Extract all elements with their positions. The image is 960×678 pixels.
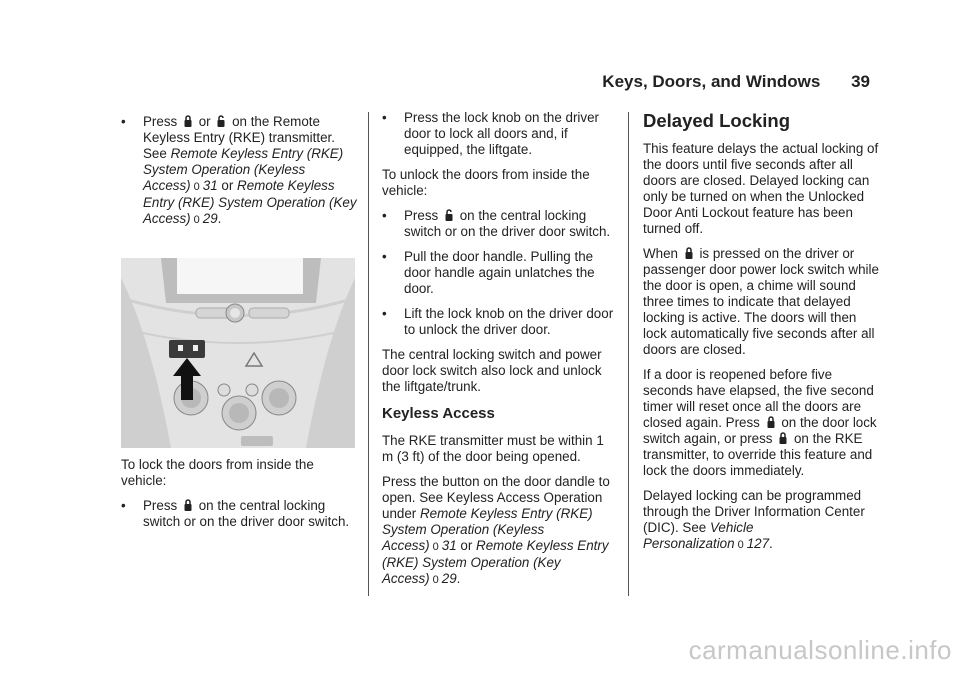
text: Press xyxy=(143,498,178,513)
text: Press xyxy=(404,208,439,223)
text: is pressed on the driver or passenger door power lock switch while the door is open, a chime will sound three times to indicate that delayed locking is active. The doors will then lock automatically five seconds after all doors are closed. xyxy=(643,246,879,357)
paragraph: To lock the doors from inside the vehicle: xyxy=(121,457,314,488)
cross-reference-link[interactable]: Remote Keyless Entry (RKE) System Operation (Keyless Access) xyxy=(382,506,593,553)
bullet-mark: • xyxy=(382,110,387,125)
figure-caption-block xyxy=(121,457,357,539)
text: Delayed locking can be programmed through the Driver Information Center (DIC). See xyxy=(643,488,865,535)
paragraph xyxy=(643,367,879,479)
bullet-mark: • xyxy=(382,249,387,264)
page-header xyxy=(602,72,870,92)
text: Lift the lock knob on the driver door to unlock the driver door. xyxy=(404,306,614,337)
lock-icon xyxy=(778,431,788,445)
lock-icon xyxy=(766,415,776,429)
bullet-item xyxy=(382,110,618,158)
lock-icon xyxy=(183,114,193,128)
bullet-mark: • xyxy=(121,498,126,513)
ref-arrow-icon: 0 xyxy=(432,574,439,586)
text: on the Remote Keyless Entry (RKE) transmitter. See xyxy=(143,114,335,161)
lock-icon xyxy=(684,246,694,260)
text: or xyxy=(198,114,211,129)
bullet-mark: • xyxy=(121,114,126,129)
text: on the central locking switch or on the driver door switch. xyxy=(404,208,611,239)
text: on the door lock switch again, or press xyxy=(643,415,877,446)
text: on the RKE transmitter, to override this feature and lock the doors immediately. xyxy=(643,431,873,478)
unlock-icon xyxy=(444,208,454,222)
text: Press the button on the door dandle to open. See Keyless Access Operation under xyxy=(382,474,610,521)
ref-page[interactable]: 31 xyxy=(202,178,218,193)
cross-reference-link[interactable]: Remote Keyless Entry (RKE) System Operation (Key Access) xyxy=(143,178,357,226)
paragraph xyxy=(382,474,618,588)
column-2 xyxy=(382,110,618,597)
ref-arrow-icon: 0 xyxy=(737,539,744,551)
ref-page[interactable]: 127 xyxy=(746,536,770,551)
ref-arrow-icon: 0 xyxy=(432,541,439,553)
unlock-icon xyxy=(216,114,226,128)
bullet-item xyxy=(382,306,618,338)
section-heading-delayed-locking: Delayed Locking xyxy=(643,110,791,131)
lock-icon xyxy=(183,498,193,512)
text: Press the lock knob on the driver door to lock all doors and, if equipped, the liftgate. xyxy=(404,110,600,157)
bullet-item xyxy=(121,498,357,530)
text: When xyxy=(643,246,678,261)
text: Press xyxy=(143,114,178,129)
text: . xyxy=(769,536,773,551)
text: . xyxy=(217,211,222,226)
cross-reference-link[interactable]: Remote Keyless Entry (RKE) System Operation (Key Access) xyxy=(382,538,609,586)
text: If a door is reopened before five seconds have elapsed, the five second timer will reset once all the doors are closed again. Press xyxy=(643,367,874,430)
column-divider xyxy=(628,112,629,596)
section-title: Keys, Doors, and Windows xyxy=(602,72,821,91)
text: Pull the door handle. Pulling the door handle again unlatches the door. xyxy=(404,249,595,296)
paragraph: The RKE transmitter must be within 1 m (3 ft) of the door being opened. xyxy=(382,433,604,464)
bullet-mark: • xyxy=(382,208,387,223)
ref-page[interactable]: 31 xyxy=(441,538,457,553)
ref-page[interactable]: 29 xyxy=(441,571,457,586)
bullet-item xyxy=(382,208,618,240)
paragraph xyxy=(643,488,879,553)
ref-arrow-icon: 0 xyxy=(193,181,200,193)
bullet-item xyxy=(121,114,357,228)
bullet-mark: • xyxy=(382,306,387,321)
text: on the central locking switch or on the driver door switch. xyxy=(143,498,350,529)
paragraph: This feature delays the actual locking of the doors until five seconds after all doors are closed. Delayed locking can only be turned on when the Unlocked Door Anti Lockout feature has been turned off. xyxy=(643,141,879,236)
text: or xyxy=(460,538,473,553)
paragraph: To unlock the doors from inside the vehicle: xyxy=(382,167,590,198)
bullet-item xyxy=(382,249,618,297)
ref-page[interactable]: 29 xyxy=(202,211,218,226)
paragraph: The central locking switch and power door lock switch also lock and unlock the liftgate/trunk. xyxy=(382,347,602,394)
text: . xyxy=(456,571,461,586)
paragraph xyxy=(643,246,879,358)
column-3 xyxy=(643,110,879,562)
watermark: carmanualsonline.info xyxy=(688,635,952,665)
section-heading-keyless-access: Keyless Access xyxy=(382,405,495,422)
cross-reference-link[interactable]: Remote Keyless Entry (RKE) System Operation (Keyless Access) xyxy=(143,146,344,193)
page-number: 39 xyxy=(851,72,870,91)
ref-arrow-icon: 0 xyxy=(193,214,200,226)
column-1 xyxy=(121,114,357,237)
cross-reference-link[interactable]: Vehicle Personalization xyxy=(643,520,754,551)
column-divider xyxy=(368,112,369,596)
console-illustration xyxy=(121,258,355,448)
text: or xyxy=(221,178,234,193)
